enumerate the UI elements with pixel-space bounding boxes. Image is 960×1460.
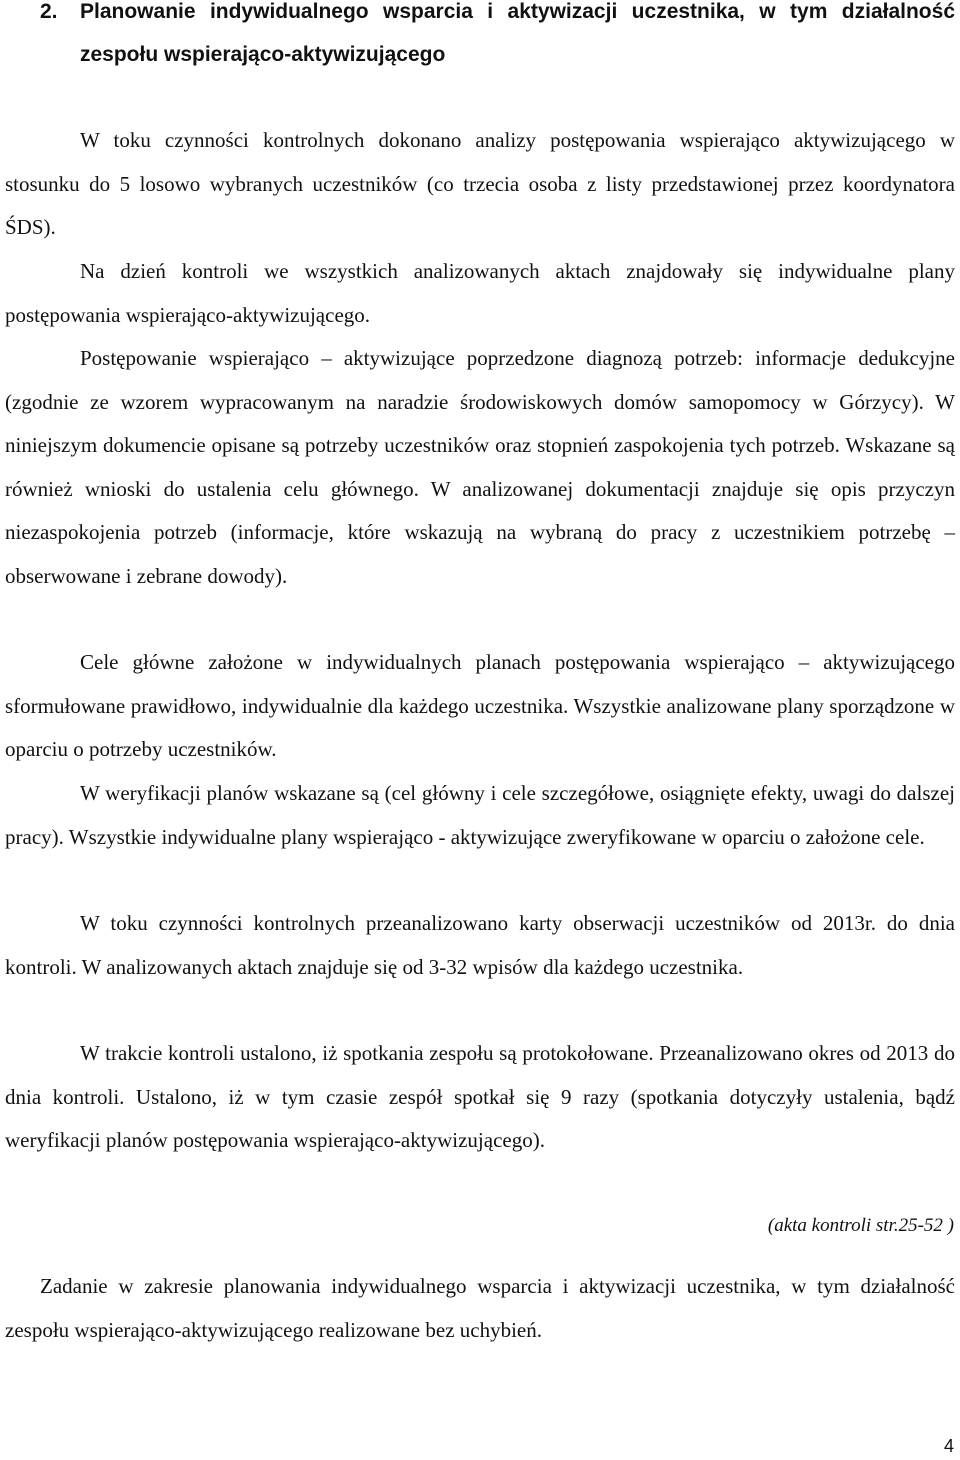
paragraph-analysis-scope: W toku czynności kontrolnych dokonano analizy postępowania wspierająco aktywizującego w stosunku do 5 losowo wybranych uczestników (co trzecia osoba z listy przedstawionej przez koordynatora ŚDS). <box>5 128 955 239</box>
page-number: 4 <box>943 1436 954 1456</box>
section-number: 2. <box>40 0 58 23</box>
paragraph-main-goals: Cele główne założone w indywidualnych planach postępowania wspierająco – aktywizującego sformułowane prawidłowo, indywidualnie dla każdego uczestnika. Wszystkie analizowane plany sporządzone w oparciu o potrzeby uczestników. <box>5 650 955 761</box>
section-title: Planowanie indywidualnego wsparcia i aktywizacji uczestnika, w tym działalność zespołu wspierająco-aktywizującego <box>80 0 955 66</box>
paragraph-needs-diagnosis: Postępowanie wspierająco – aktywizujące poprzedzone diagnozą potrzeb: informacje dedukcyjne (zgodnie ze wzorem wypracowanym na naradzie środowiskowych domów samopomocy w Górzycy). W niniejszym dokumencie opisane są potrzeby uczestników oraz stopnień zaspokojenia tych potrzeb. Wskazane są również wnioski do ustalenia celu głównego. W analizowanej dokumentacji znajduje się opis przyczyn niezaspokojenia potrzeb (informacje, które wskazują na wybraną do pracy z uczestnikiem potrzebę – obserwowane i zebrane dowody). <box>5 346 955 588</box>
paragraph-team-meetings: W trakcie kontroli ustalono, iż spotkania zespołu są protokołowane. Przeanalizowano okres od 2013 do dnia kontroli. Ustalono, iż w tym czasie zespół spotkał się 9 razy (spotkania dotyczyły ustalenia, bądź weryfikacji planów postępowania wspierająco-aktywizującego). <box>5 1041 955 1152</box>
section-heading <box>40 0 955 76</box>
conclusion-paragraph: Zadanie w zakresie planowania indywidualnego wsparcia i aktywizacji uczestnika, w tym działalność zespołu wspierająco-aktywizującego realizowane bez uchybień. <box>5 1274 955 1342</box>
paragraph-plan-verification: W weryfikacji planów wskazane są (cel główny i cele szczegółowe, osiągnięte efekty, uwagi do dalszej pracy). Wszystkie indywidualne plany wspierająco - aktywizujące zweryfikowane w oparciu o założone cele. <box>5 781 955 849</box>
paragraph-observation-cards: W toku czynności kontrolnych przeanalizowano karty obserwacji uczestników od 2013r. do dnia kontroli. W analizowanych aktach znajduje się od 3-32 wpisów dla każdego uczestnika. <box>5 911 955 979</box>
source-note: (akta kontroli str.25-52 ) <box>767 1215 954 1236</box>
paragraph-individual-plans: Na dzień kontroli we wszystkich analizowanych aktach znajdowały się indywidualne plany postępowania wspierająco-aktywizującego. <box>5 259 955 327</box>
